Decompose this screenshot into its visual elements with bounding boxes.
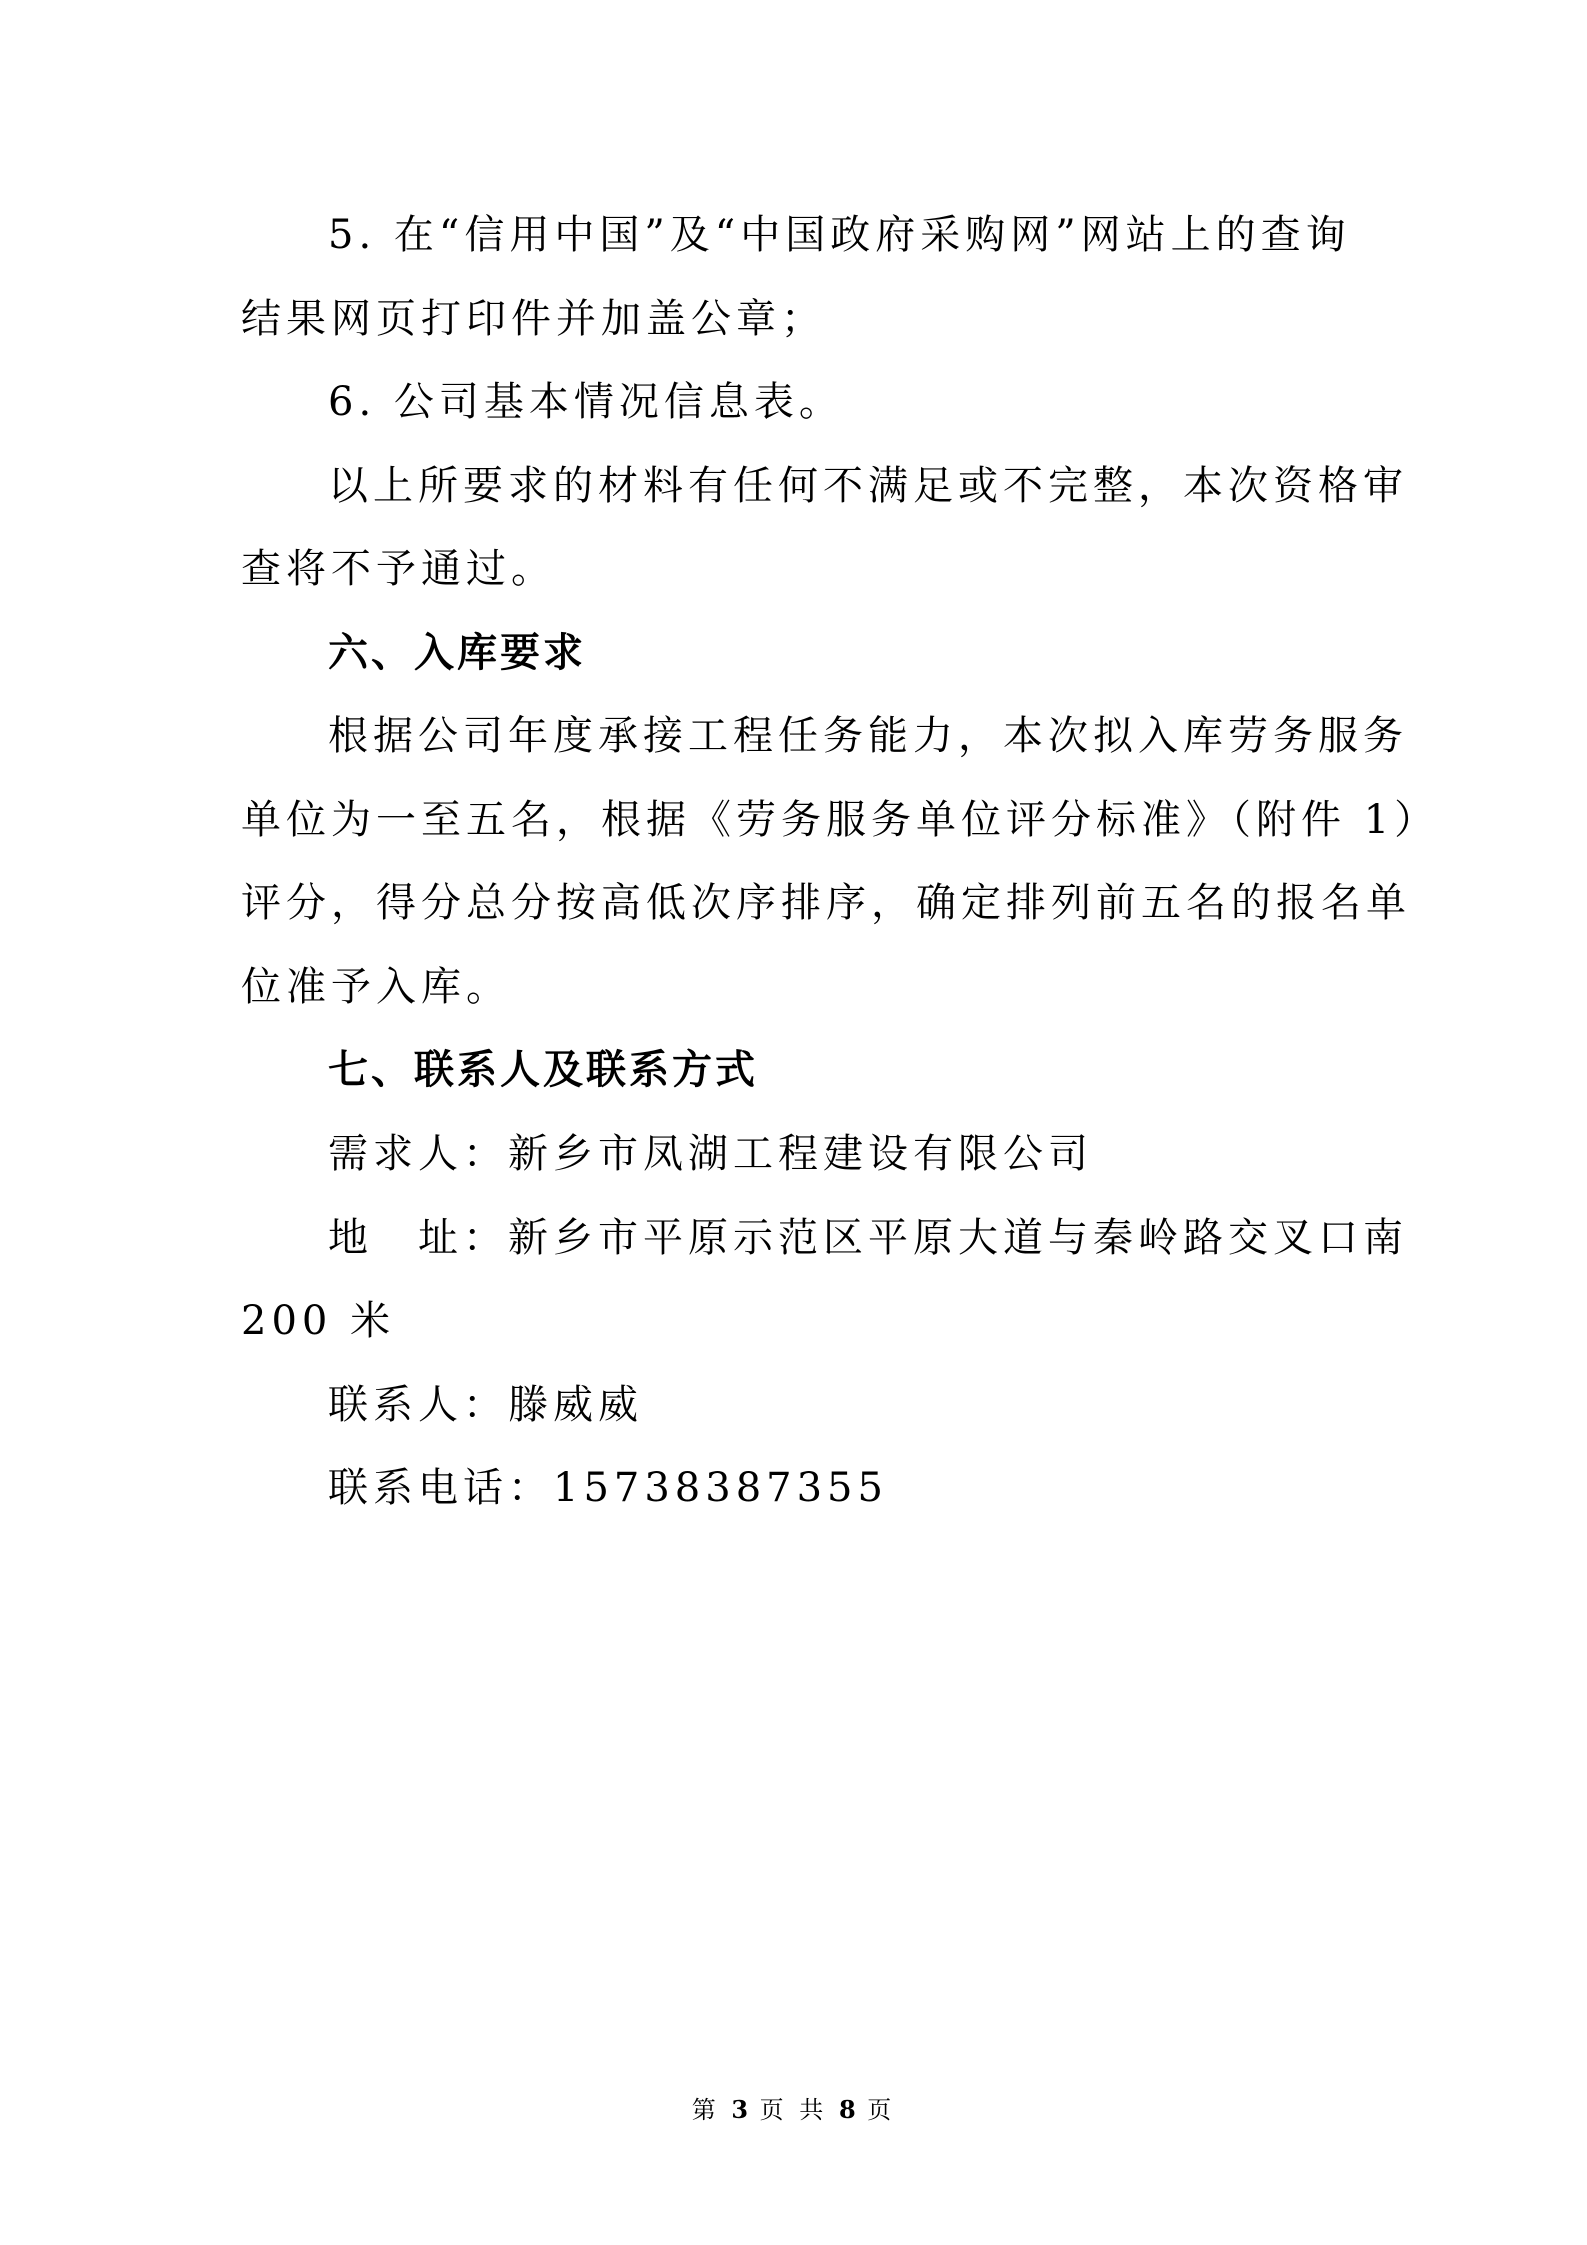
- paragraph-line: 评分，得分总分按高低次序排序，确定排列前五名的报名单: [241, 880, 1411, 926]
- section-heading: 七、联系人及联系方式: [328, 1046, 758, 1093]
- total-page-number: 8: [838, 2095, 856, 2124]
- paragraph-line: 5. 在“信用中国”及“中国政府采购网”网站上的查询: [328, 212, 1351, 258]
- section-heading: 六、入库要求: [328, 629, 586, 676]
- contact-phone: 联系电话：15738387355: [328, 1465, 888, 1511]
- paragraph-line: 以上所要求的材料有任何不满足或不完整，本次资格审: [328, 463, 1408, 509]
- paragraph-line: 位准予入库。: [241, 964, 511, 1010]
- paragraph-line: 单位为一至五名，根据《劳务服务单位评分标准》（附件 1）: [241, 797, 1440, 843]
- current-page-number: 3: [731, 2095, 749, 2124]
- page-footer: [0, 2095, 1587, 2125]
- contact-person: 联系人：滕威威: [328, 1382, 643, 1428]
- contact-address: 地 址：新乡市平原示范区平原大道与秦岭路交叉口南: [328, 1215, 1408, 1261]
- footer-middle: 页 共: [759, 2096, 828, 2124]
- paragraph-line: 根据公司年度承接工程任务能力，本次拟入库劳务服务: [328, 713, 1408, 759]
- paragraph-line: 6. 公司基本情况信息表。: [328, 379, 844, 425]
- footer-prefix: 第: [691, 2096, 720, 2124]
- contact-requester: 需求人：新乡市凤湖工程建设有限公司: [328, 1131, 1093, 1177]
- contact-address-cont: 200 米: [241, 1298, 396, 1344]
- paragraph-line: 结果网页打印件并加盖公章；: [241, 296, 826, 342]
- footer-suffix: 页: [867, 2096, 896, 2124]
- paragraph-line: 查将不予通过。: [241, 546, 556, 592]
